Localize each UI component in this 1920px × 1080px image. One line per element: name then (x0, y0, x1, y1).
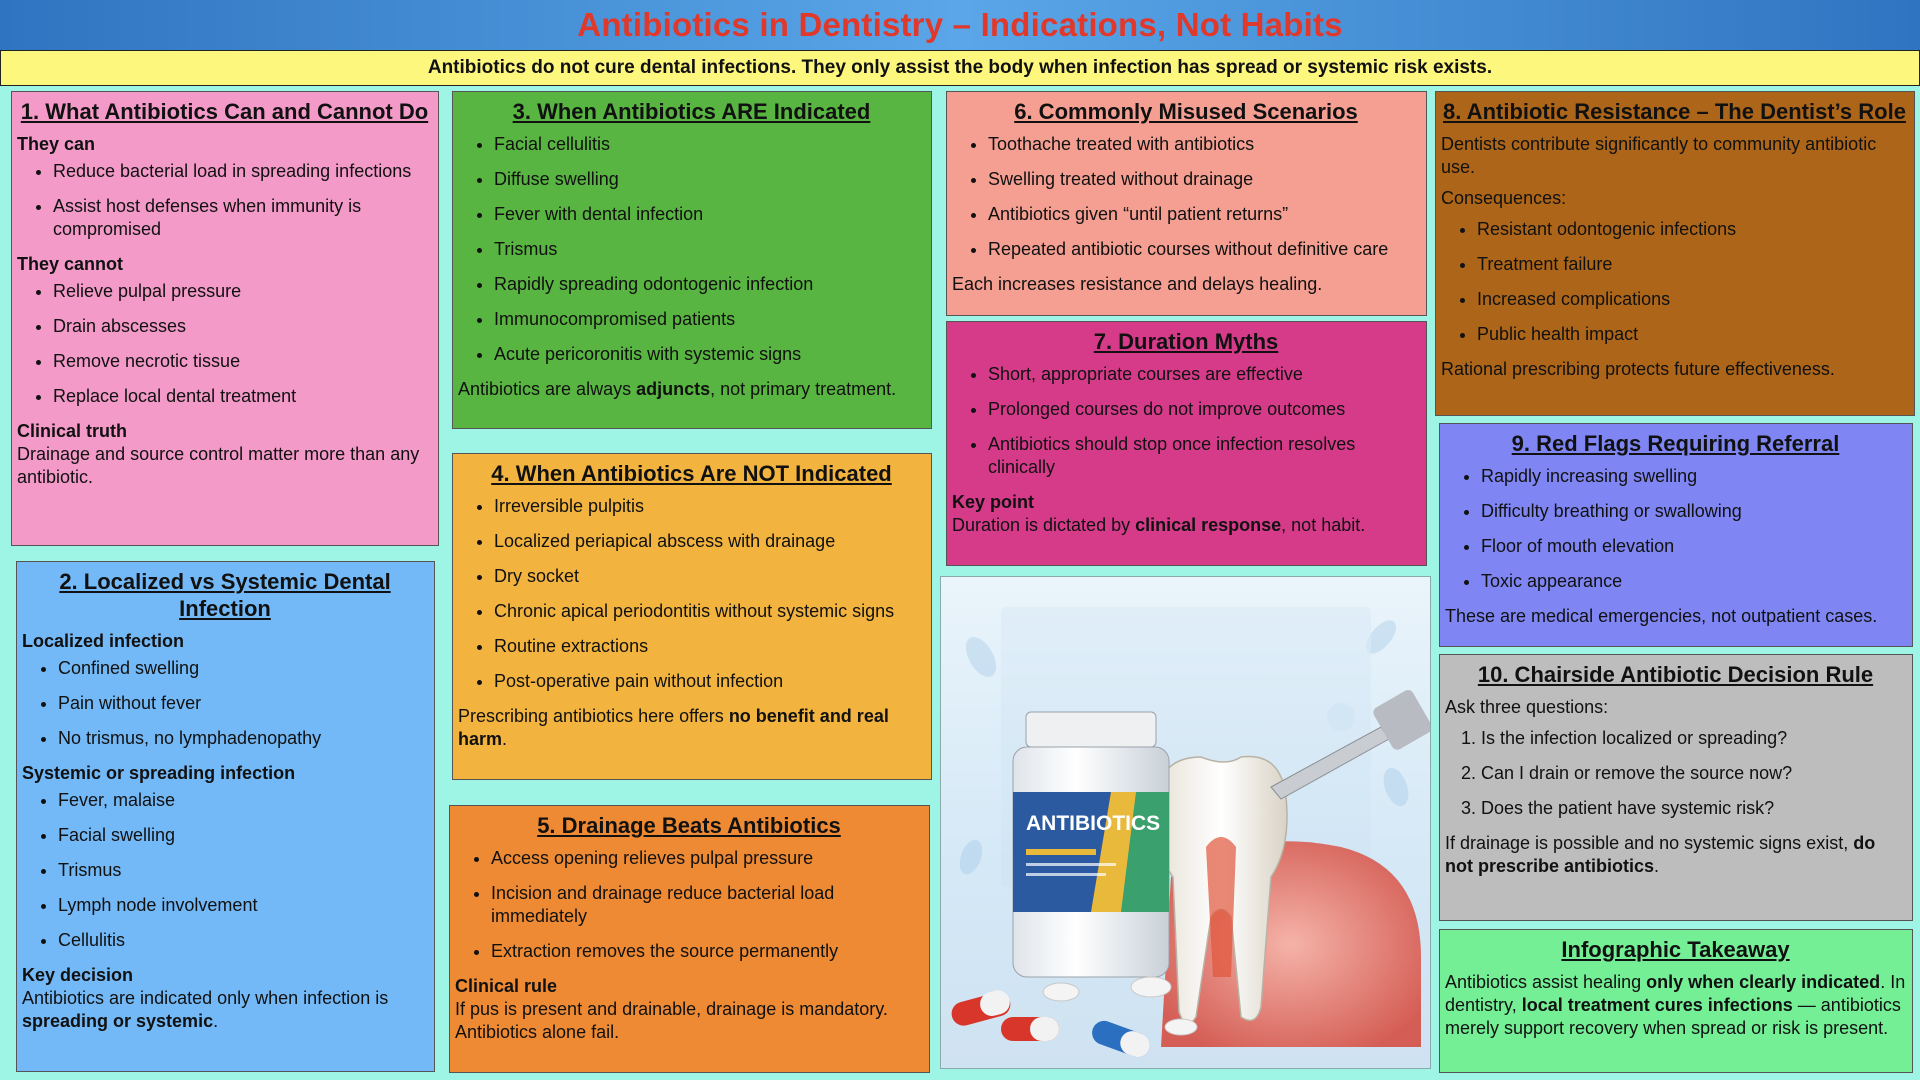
duration-list (952, 363, 1420, 479)
title-banner (0, 0, 1920, 50)
subtitle-banner (0, 50, 1920, 86)
list-item: • Cellulitis (58, 929, 428, 952)
key-end: , not habit. (1281, 515, 1366, 535)
takeaway-part: — antibiotics merely support recovery when spread or risk is present. (1445, 995, 1901, 1038)
key-point-heading: Key point (952, 492, 1035, 512)
questions-list (1445, 727, 1906, 820)
rule-text: If pus is present and drainable, drainage is mandatory. Antibiotics alone fail. (455, 999, 888, 1042)
truth-text: Drainage and source control matter more than any antibiotic. (17, 444, 420, 487)
list-item: 3. Does the patient have systemic risk? (1481, 797, 1906, 820)
truth-heading: Clinical truth (17, 421, 128, 441)
not-indicated-note (458, 705, 925, 751)
not-indicated-list (458, 495, 925, 693)
list-item: • Extraction removes the source permanently (491, 940, 923, 963)
red-flags-list (1445, 465, 1906, 593)
panel-takeaway (1439, 929, 1913, 1073)
list-item: • Relieve pulpal pressure (53, 280, 432, 303)
list-item: • Increased complications (1477, 288, 1908, 311)
list-item: • Rapidly increasing swelling (1481, 465, 1906, 488)
panel-red-flags (1439, 423, 1913, 647)
list-item: • Reduce bacterial load in spreading infections (53, 160, 432, 183)
panel-title: 9. Red Flags Requiring Referral (1511, 431, 1840, 456)
list-item: • Toothache treated with antibiotics (988, 133, 1420, 156)
decision-text-bold: spreading or systemic (22, 1011, 214, 1031)
list-item: • No trismus, no lymphadenopathy (58, 727, 428, 750)
list-item: • Access opening relieves pulpal pressure (491, 847, 923, 870)
list-item: • Antibiotics should stop once infection resolves clinically (988, 433, 1420, 479)
panel-title: 5. Drainage Beats Antibiotics (537, 813, 841, 838)
cannot-list (17, 280, 432, 408)
decision-note (1445, 832, 1906, 878)
misused-note: Each increases resistance and delays healing. (952, 274, 1323, 294)
note-bold: adjuncts (636, 379, 711, 399)
list-item: • Resistant odontogenic infections (1477, 218, 1908, 241)
key-start: Duration is dictated by (952, 515, 1136, 535)
list-item: • Replace local dental treatment (53, 385, 432, 408)
decision-heading: Key decision (22, 965, 134, 985)
list-item: • Localized periapical abscess with drainage (494, 530, 925, 553)
list-item: • Public health impact (1477, 323, 1908, 346)
panel-title: 8. Antibiotic Resistance – The Dentist’s Role (1443, 99, 1906, 124)
list-item: • Swelling treated without drainage (988, 168, 1420, 191)
note-start: Antibiotics are always (458, 379, 637, 399)
list-item: • Confined swelling (58, 657, 428, 680)
list-item: 1. Is the infection localized or spreading? (1481, 727, 1906, 750)
list-item: • Chronic apical periodontitis without systemic signs (494, 600, 925, 623)
decision-text (22, 987, 428, 1033)
list-item: • Irreversible pulpitis (494, 495, 925, 518)
key-bold: clinical response (1135, 515, 1282, 535)
note-end: , not primary treatment. (710, 379, 897, 399)
decision-text-end: . (213, 1011, 219, 1031)
systemic-list (22, 789, 428, 952)
list-item: • Post-operative pain without infection (494, 670, 925, 693)
list-item: • Dry socket (494, 565, 925, 588)
localized-heading: Localized infection (22, 631, 185, 651)
can-list (17, 160, 432, 241)
takeaway-part: . In dentistry, (1445, 972, 1906, 1015)
cannot-heading: They cannot (17, 254, 124, 274)
misused-list (952, 133, 1420, 261)
panel-can-cannot (11, 91, 439, 546)
panel-title: 1. What Antibiotics Can and Cannot Do (20, 99, 429, 124)
takeaway-part: Antibiotics assist healing (1445, 972, 1647, 992)
panel-misused (946, 91, 1427, 316)
takeaway-bold: local treatment cures infections (1521, 995, 1793, 1015)
list-item: • Acute pericoronitis with systemic signs (494, 343, 925, 366)
list-item: • Drain abscesses (53, 315, 432, 338)
decision-text-start: Antibiotics are indicated only when infection is (22, 988, 389, 1008)
list-item: • Trismus (494, 238, 925, 261)
list-item: • Fever, malaise (58, 789, 428, 812)
panel-title: 2. Localized vs Systemic Dental Infection (59, 569, 391, 621)
page-subtitle: Antibiotics do not cure dental infections. They only assist the body when infection has spread or systemic risk exists. (427, 57, 1493, 78)
list-item: • Immunocompromised patients (494, 308, 925, 331)
panel-duration (946, 321, 1427, 566)
bottle-label-text: ANTIBIOTICS (1026, 812, 1161, 835)
can-heading: They can (17, 134, 96, 154)
note-end: . (502, 729, 508, 749)
rule-heading: Clinical rule (455, 976, 558, 996)
note-start: Prescribing antibiotics here offers (458, 706, 729, 726)
list-item: • Repeated antibiotic courses without definitive care (988, 238, 1420, 261)
list-item: • Diffuse swelling (494, 168, 925, 191)
list-item: • Floor of mouth elevation (1481, 535, 1906, 558)
panel-decision-rule (1439, 654, 1913, 921)
panel-localized-systemic (16, 561, 435, 1072)
decision-intro: Ask three questions: (1445, 697, 1609, 717)
takeaway-text (1445, 971, 1906, 1040)
antibiotics-illustration (940, 576, 1431, 1069)
list-item: • Short, appropriate courses are effective (988, 363, 1420, 386)
panel-title: Infographic Takeaway (1561, 937, 1790, 962)
list-item: • Prolonged courses do not improve outcomes (988, 398, 1420, 421)
list-item: • Trismus (58, 859, 428, 882)
note-bold: do not prescribe antibiotics (1445, 833, 1876, 876)
panel-title: 4. When Antibiotics Are NOT Indicated (491, 461, 892, 486)
drainage-list (455, 847, 923, 963)
list-item: • Assist host defenses when immunity is compromised (53, 195, 432, 241)
list-item: • Remove necrotic tissue (53, 350, 432, 373)
page-title: Antibiotics in Dentistry – Indications, Not Habits (577, 6, 1343, 43)
list-item: • Facial cellulitis (494, 133, 925, 156)
list-item: • Toxic appearance (1481, 570, 1906, 593)
systemic-heading: Systemic or spreading infection (22, 763, 296, 783)
list-item: • Antibiotics given “until patient returns” (988, 203, 1420, 226)
resistance-intro: Dentists contribute significantly to community antibiotic use. (1441, 134, 1877, 177)
red-flags-note: These are medical emergencies, not outpatient cases. (1445, 606, 1878, 626)
panel-not-indicated (452, 453, 932, 780)
panel-title: 6. Commonly Misused Scenarios (1014, 99, 1358, 124)
panel-drainage (449, 805, 930, 1073)
list-item: • Incision and drainage reduce bacterial load immediately (491, 882, 923, 928)
takeaway-bold: only when clearly indicated (1646, 972, 1881, 992)
note-end: . (1654, 856, 1660, 876)
list-item: • Fever with dental infection (494, 203, 925, 226)
consequences-list (1441, 218, 1908, 346)
panel-title: 10. Chairside Antibiotic Decision Rule (1477, 662, 1874, 687)
note-bold: no benefit and real harm (458, 706, 889, 749)
list-item: • Lymph node involvement (58, 894, 428, 917)
indicated-list (458, 133, 925, 366)
illustration-svg (941, 577, 1431, 1069)
panel-indicated (452, 91, 932, 429)
panel-resistance (1435, 91, 1915, 416)
note-start: If drainage is possible and no systemic signs exist, (1445, 833, 1854, 853)
list-item: • Treatment failure (1477, 253, 1908, 276)
consequences-heading: Consequences: (1441, 188, 1567, 208)
list-item: • Facial swelling (58, 824, 428, 847)
panel-title: 3. When Antibiotics ARE Indicated (512, 99, 871, 124)
resistance-note: Rational prescribing protects future effectiveness. (1441, 359, 1835, 379)
key-point-text (952, 514, 1420, 537)
list-item: • Rapidly spreading odontogenic infection (494, 273, 925, 296)
capsules (949, 977, 1197, 1061)
localized-list (22, 657, 428, 750)
list-item: • Difficulty breathing or swallowing (1481, 500, 1906, 523)
indicated-note (458, 378, 925, 401)
list-item: • Routine extractions (494, 635, 925, 658)
list-item: 2. Can I drain or remove the source now? (1481, 762, 1906, 785)
list-item: • Pain without fever (58, 692, 428, 715)
bottle-cap (1026, 712, 1156, 747)
panel-title: 7. Duration Myths (1093, 329, 1279, 354)
